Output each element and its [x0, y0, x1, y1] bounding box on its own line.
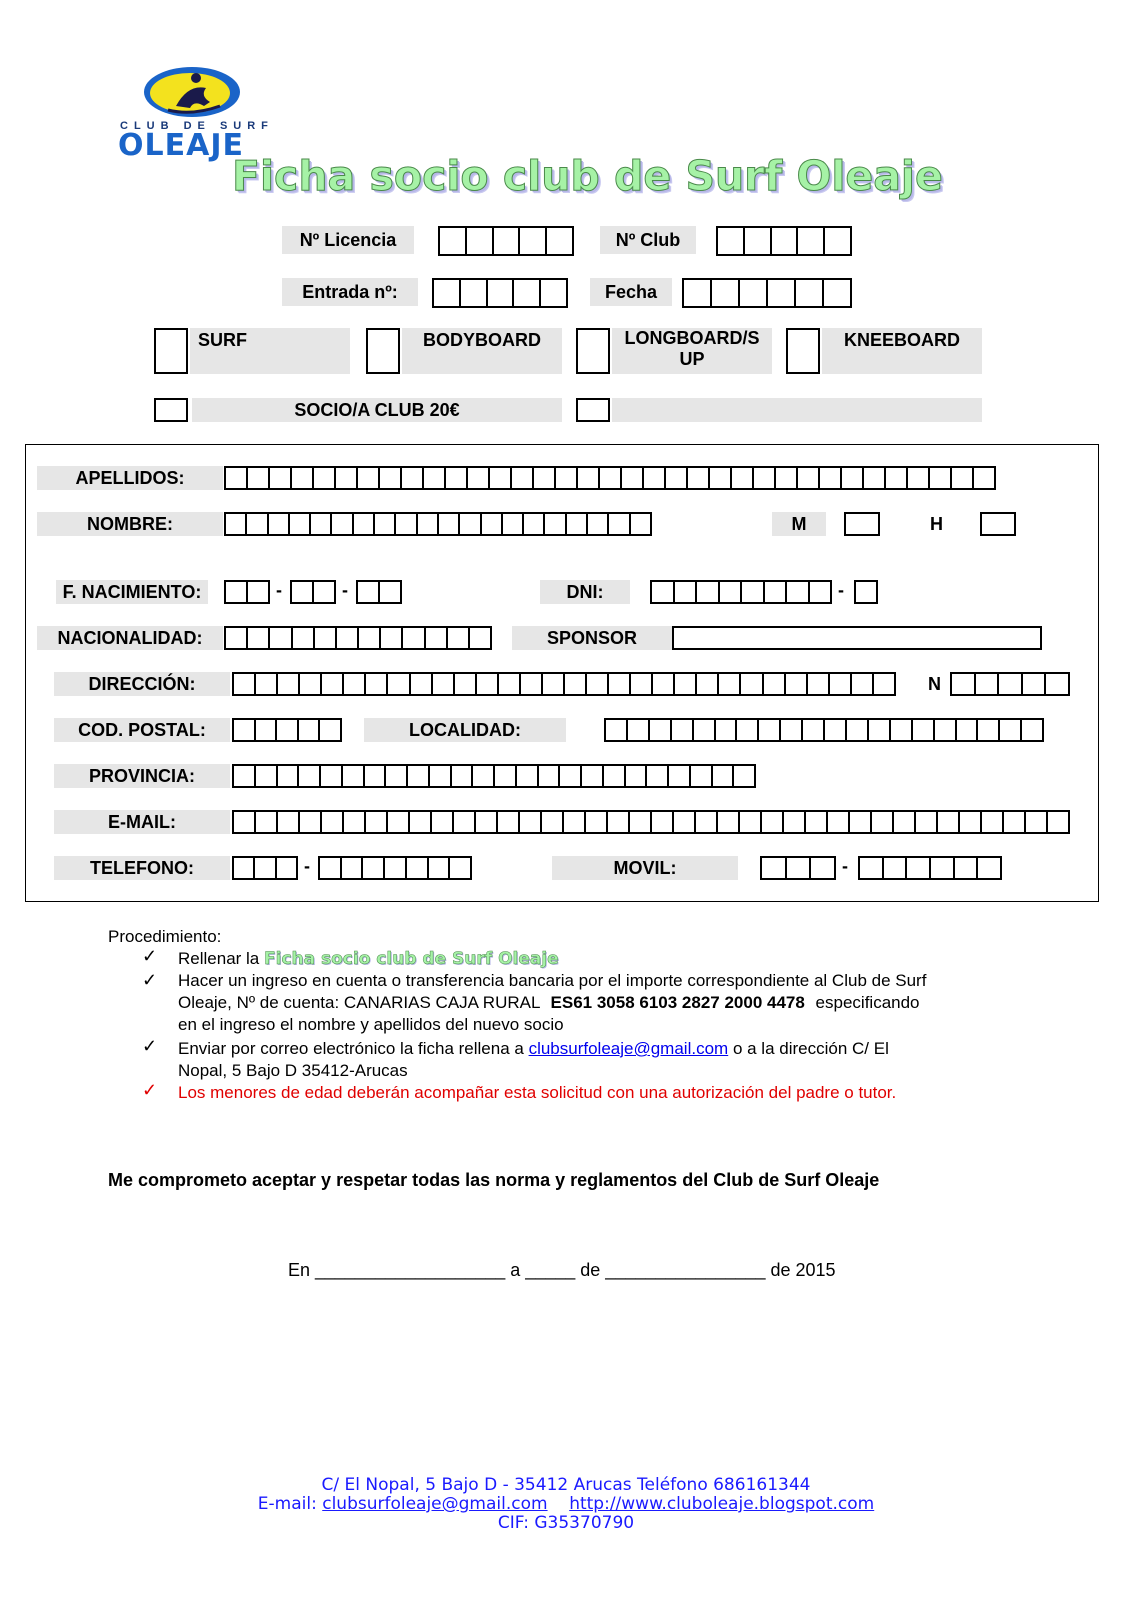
kneeboard-label: KNEEBOARD — [822, 328, 982, 374]
club-number-boxes[interactable] — [716, 226, 852, 256]
m-label: M — [772, 512, 826, 536]
kneeboard-checkbox[interactable] — [786, 328, 820, 374]
procedure-step-3 — [178, 1038, 1038, 1082]
dni-letter-box[interactable] — [854, 580, 878, 604]
surf-label: SURF — [190, 328, 350, 374]
footer-web-link[interactable]: http://www.cluboleaje.blogspot.com — [569, 1494, 875, 1514]
nombre-boxes[interactable] — [224, 512, 652, 536]
step3-prefix: Enviar por correo electrónico la ficha rellena a — [178, 1039, 524, 1058]
check-icon: ✓ — [142, 946, 158, 966]
entrada-boxes[interactable] — [432, 278, 568, 308]
step2-line-1: Hacer un ingreso en cuenta o transferencia bancaria por el importe correspondiente al Club de Surf — [178, 971, 927, 990]
footer-address: C/ El Nopal, 5 Bajo D - 35412 Arucas Teléfono 686161344 — [321, 1475, 811, 1495]
footer-cif: CIF: G35370790 — [497, 1513, 635, 1533]
numero-boxes[interactable] — [950, 672, 1070, 696]
nacimiento-year-boxes[interactable] — [356, 580, 402, 604]
surf-checkbox[interactable] — [154, 328, 188, 374]
email-label: E-MAIL: — [54, 810, 230, 834]
logo-name: OLEAJE — [118, 128, 244, 163]
cod-postal-boxes[interactable] — [232, 718, 342, 742]
club-number-label: Nº Club — [600, 226, 696, 254]
h-checkbox[interactable] — [980, 512, 1016, 536]
nacionalidad-boxes[interactable] — [224, 626, 492, 650]
page-title: Ficha socio club de Surf Oleaje — [232, 152, 943, 200]
movil-number-boxes[interactable] — [858, 856, 1002, 880]
fecha-boxes[interactable] — [682, 278, 852, 308]
apellidos-boxes[interactable] — [224, 466, 996, 490]
step1-prefix: Rellenar la — [178, 949, 260, 968]
step3-line-1 — [178, 1038, 1038, 1060]
bodyboard-checkbox[interactable] — [366, 328, 400, 374]
m-checkbox[interactable] — [844, 512, 880, 536]
h-label: H — [930, 514, 943, 534]
nacimiento-month-boxes[interactable] — [290, 580, 336, 604]
footer-contact — [0, 1495, 1132, 1514]
longboard-label: LONGBOARD/S UP — [612, 328, 772, 374]
socio-checkbox[interactable] — [154, 398, 188, 422]
movil-prefix-boxes[interactable] — [760, 856, 836, 880]
step2-suffix: especificando — [815, 993, 920, 1012]
procedure-step-1 — [178, 948, 559, 970]
step1-title: Ficha socio club de Surf Oleaje — [264, 949, 559, 969]
check-icon: ✓ — [142, 970, 158, 990]
signature-line: En ___________________ a _____ de ________________ de 2015 — [288, 1260, 836, 1280]
telefono-prefix-boxes[interactable] — [232, 856, 298, 880]
footer-email-prefix: E-mail: — [257, 1494, 317, 1514]
provincia-boxes[interactable] — [232, 764, 756, 788]
dni-boxes[interactable] — [650, 580, 832, 604]
telefono-label: TELEFONO: — [54, 856, 230, 880]
nombre-label: NOMBRE: — [37, 512, 223, 536]
nacimiento-label: F. NACIMIENTO: — [56, 580, 208, 604]
direccion-label: DIRECCIÓN: — [54, 672, 230, 696]
nacionalidad-label: NACIONALIDAD: — [37, 626, 223, 650]
procedure-step-4: Los menores de edad deberán acompañar esta solicitud con una autorización del padre o tutor. — [178, 1083, 897, 1102]
footer-email-link[interactable]: clubsurfoleaje@gmail.com — [322, 1494, 548, 1514]
logo-club-text: CLUB DE SURF — [120, 120, 274, 132]
nacimiento-day-boxes[interactable] — [224, 580, 270, 604]
club-logo — [110, 62, 300, 162]
step2-line-2 — [178, 992, 1038, 1014]
extra-blank-field — [612, 398, 982, 422]
numero-label: N — [928, 674, 941, 694]
procedure-heading: Procedimiento: — [108, 927, 222, 946]
licencia-label: Nº Licencia — [282, 226, 414, 254]
check-icon: ✓ — [142, 1036, 158, 1056]
cod-postal-label: COD. POSTAL: — [54, 718, 230, 742]
localidad-boxes[interactable] — [604, 718, 1044, 742]
procedure-step-2 — [178, 970, 1038, 1036]
nacimiento-sep-1: - — [276, 580, 282, 600]
check-icon: ✓ — [142, 1080, 158, 1100]
step3-email-link[interactable]: clubsurfoleaje@gmail.com — [528, 1039, 729, 1058]
nacimiento-sep-2: - — [342, 580, 348, 600]
step3-line-2: Nopal, 5 Bajo D 35412-Arucas — [178, 1061, 408, 1080]
longboard-checkbox[interactable] — [576, 328, 610, 374]
step3-suffix: o a la dirección C/ El — [732, 1039, 889, 1058]
socio-label: SOCIO/A CLUB 20€ — [192, 398, 562, 422]
extra-checkbox[interactable] — [576, 398, 610, 422]
sponsor-field[interactable] — [672, 626, 1042, 650]
commitment-text: Me comprometo aceptar y respetar todas las norma y reglamentos del Club de Surf Oleaje — [108, 1170, 880, 1190]
licencia-boxes[interactable] — [438, 226, 574, 256]
telefono-sep: - — [304, 856, 310, 876]
bodyboard-label: BODYBOARD — [402, 328, 562, 374]
dni-label: DNI: — [540, 580, 630, 604]
movil-label: MOVIL: — [552, 856, 738, 880]
apellidos-label: APELLIDOS: — [37, 466, 223, 490]
dni-sep: - — [838, 580, 844, 600]
email-boxes[interactable] — [232, 810, 1070, 834]
localidad-label: LOCALIDAD: — [364, 718, 566, 742]
sponsor-label: SPONSOR — [512, 626, 672, 650]
movil-sep: - — [842, 856, 848, 876]
fecha-label: Fecha — [590, 278, 672, 306]
direccion-boxes[interactable] — [232, 672, 896, 696]
telefono-number-boxes[interactable] — [318, 856, 472, 880]
provincia-label: PROVINCIA: — [54, 764, 230, 788]
step2-bank: Oleaje, Nº de cuenta: CANARIAS CAJA RURAL — [178, 993, 540, 1012]
step2-iban: ES61 3058 6103 2827 2000 4478 — [550, 993, 805, 1012]
entrada-label: Entrada nº: — [282, 278, 418, 306]
step2-line-3: en el ingreso el nombre y apellidos del nuevo socio — [178, 1015, 564, 1034]
